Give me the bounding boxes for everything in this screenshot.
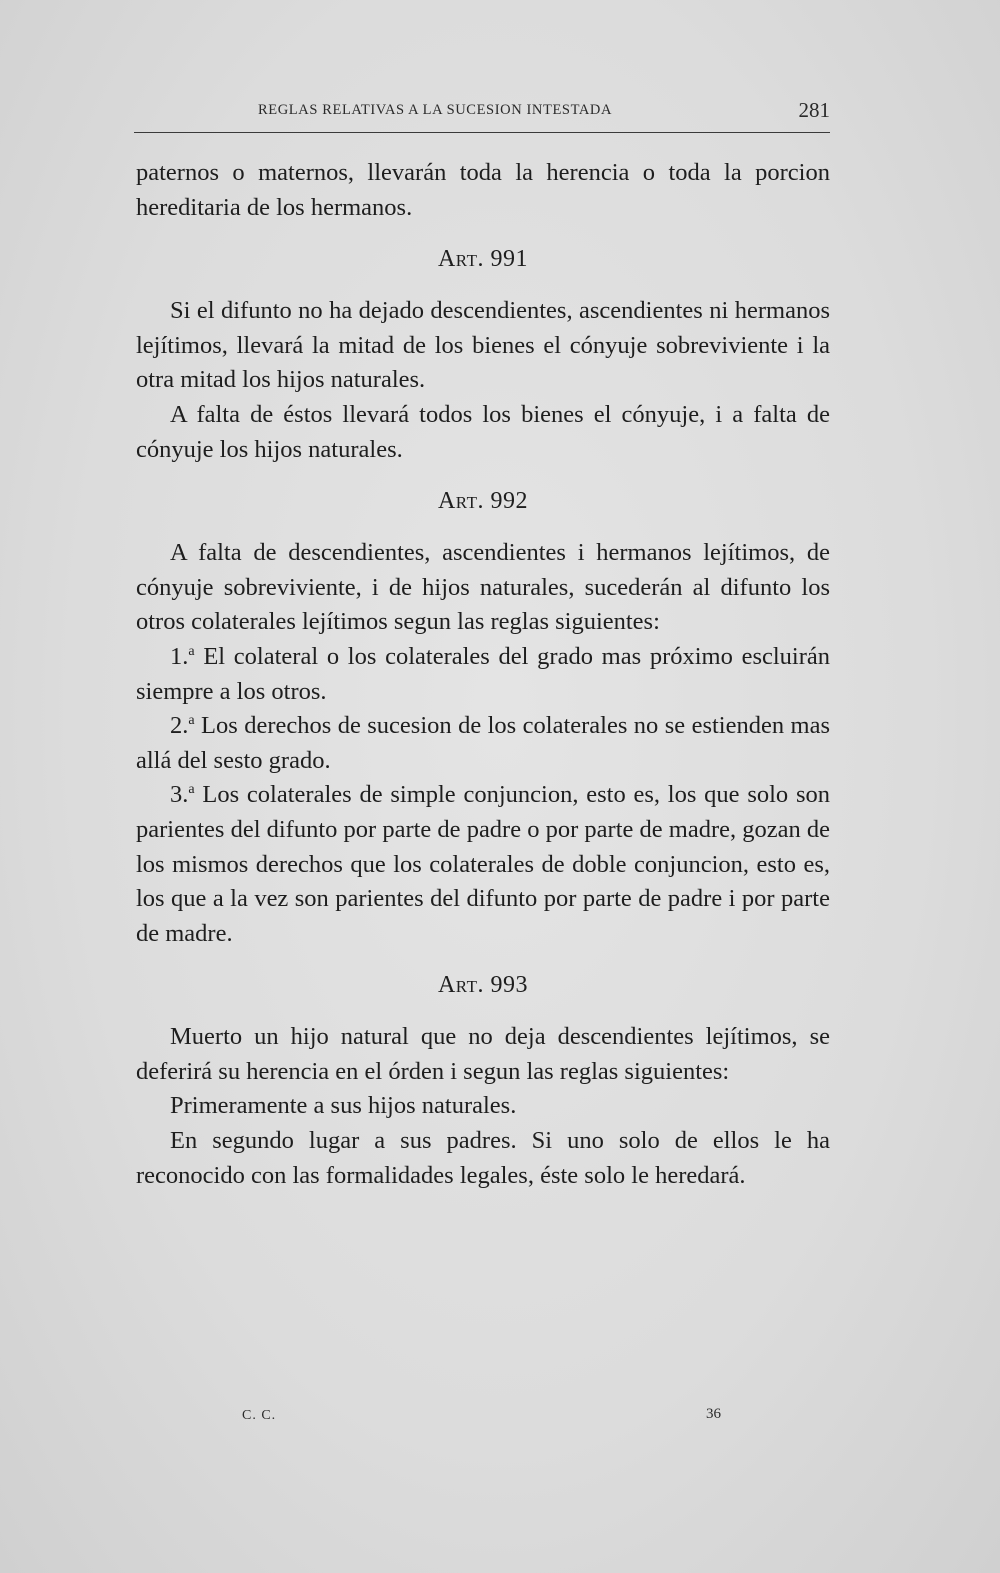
article-993-paragraph-1: Muerto un hijo natural que no deja descendientes lejítimos, se deferirá su herencia en el órden i segun las reglas siguientes: [136,1023,830,1085]
article-991-paragraph-1: Si el difunto no ha dejado descendientes, ascendientes ni hermanos lejítimos, llevará la mitad de los bienes el cónyuje sobreviviente i la otra mitad los hijos naturales. [136,297,830,394]
sheet-number: 36 [706,1406,721,1422]
article-993-heading: Art. 993 [437,972,529,999]
article-991-heading: Art. 991 [437,246,529,273]
page-footer [134,1406,830,1436]
article-992-rule-3: 3.$^a$ Los colaterales de simple conjuncion, esto es, los que solo son parientes del difunto por parte de padre o por parte de madre, gozan de los mismos derechos que los colaterales de doble conjuncion, esto es, los que a la vez son parientes del difunto por parte de padre i por parte de madre. [136,781,830,947]
signature-mark: C. C. [242,1408,277,1423]
intro-paragraph: paternos o maternos, llevarán toda la herencia o toda la porcion hereditaria de los hermanos. [136,159,830,221]
article-992-rule-1: 1.$^a$ El colateral o los colaterales del grado mas próximo escluirán siempre a los otros. [136,642,831,705]
article-993-paragraph-2: Primeramente a sus hijos naturales. [170,1092,517,1120]
article-993-paragraph-3: En segundo lugar a sus padres. Si uno solo de ellos le ha reconocido con las formalidades legales, éste solo le heredará. [136,1127,830,1189]
article-992-heading: Art. 992 [437,488,529,515]
article-991-paragraph-2: A falta de éstos llevará todos los bienes el cónyuje, i a falta de cónyuje los hijos naturales. [136,400,830,463]
header-rule [134,132,830,133]
running-head: REGLAS RELATIVAS A LA SUCESION INTESTADA [258,102,613,118]
page-header [134,98,830,128]
page-number: 281 [798,98,830,122]
page-body [136,156,830,1193]
article-992-paragraph-1: A falta de descendientes, ascendientes i hermanos lejítimos, de cónyuje sobreviviente, i de hijos naturales, sucederán al difunto los otros colaterales lejítimos segun las reglas siguientes: [136,539,830,636]
article-992-rule-2: 2.$^a$ Los derechos de sucesion de los colaterales no se estienden mas allá del sesto grado. [136,712,830,774]
